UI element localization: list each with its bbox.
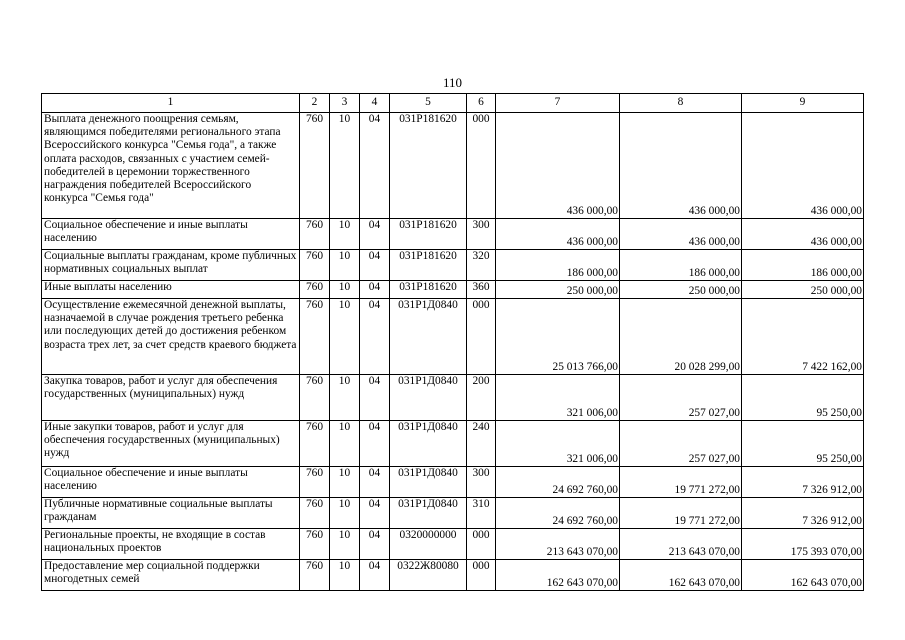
row-amount-7: 321 006,00 bbox=[496, 375, 620, 421]
row-code-5: 031P1Д0840 bbox=[390, 498, 467, 529]
table-row bbox=[42, 421, 864, 467]
row-amount-9: 7 422 162,00 bbox=[742, 299, 864, 375]
header-row bbox=[42, 94, 864, 113]
row-code-5: 0320000000 bbox=[390, 529, 467, 560]
row-code-3: 10 bbox=[330, 299, 360, 375]
row-name: Осуществление ежемесячной денежной выплаты, назначаемой в случае рождения третьего ребенка или последующих детей до достижения ребенком возраста трех лет, за счет средств краевого бюджета bbox=[42, 299, 300, 375]
row-amount-9: 7 326 912,00 bbox=[742, 467, 864, 498]
row-amount-8: 19 771 272,00 bbox=[620, 467, 742, 498]
row-amount-9: 250 000,00 bbox=[742, 281, 864, 299]
table-body bbox=[42, 113, 864, 591]
row-name: Региональные проекты, не входящие в состав национальных проектов bbox=[42, 529, 300, 560]
table-row bbox=[42, 529, 864, 560]
table-row bbox=[42, 281, 864, 299]
row-amount-9: 95 250,00 bbox=[742, 375, 864, 421]
row-code-4: 04 bbox=[360, 560, 390, 591]
table-row bbox=[42, 467, 864, 498]
row-amount-8: 436 000,00 bbox=[620, 219, 742, 250]
row-amount-9: 162 643 070,00 bbox=[742, 560, 864, 591]
row-code-4: 04 bbox=[360, 219, 390, 250]
row-code-4: 04 bbox=[360, 299, 390, 375]
row-code-6: 000 bbox=[467, 113, 496, 219]
table-row bbox=[42, 498, 864, 529]
row-amount-7: 321 006,00 bbox=[496, 421, 620, 467]
budget-table bbox=[41, 93, 864, 591]
row-code-4: 04 bbox=[360, 250, 390, 281]
row-amount-7: 250 000,00 bbox=[496, 281, 620, 299]
header-cell-9: 9 bbox=[742, 94, 864, 113]
row-name: Предоставление мер социальной поддержки многодетных семей bbox=[42, 560, 300, 591]
table-row bbox=[42, 375, 864, 421]
row-amount-8: 436 000,00 bbox=[620, 113, 742, 219]
row-code-6: 360 bbox=[467, 281, 496, 299]
row-amount-8: 257 027,00 bbox=[620, 375, 742, 421]
row-code-6: 240 bbox=[467, 421, 496, 467]
row-code-4: 04 bbox=[360, 498, 390, 529]
row-name: Публичные нормативные социальные выплаты гражданам bbox=[42, 498, 300, 529]
row-code-6: 300 bbox=[467, 219, 496, 250]
row-amount-9: 436 000,00 bbox=[742, 113, 864, 219]
row-amount-8: 257 027,00 bbox=[620, 421, 742, 467]
row-code-5: 031P1Д0840 bbox=[390, 421, 467, 467]
row-amount-8: 213 643 070,00 bbox=[620, 529, 742, 560]
header-cell-6: 6 bbox=[467, 94, 496, 113]
row-code-2: 760 bbox=[300, 250, 330, 281]
row-code-5: 031P181620 bbox=[390, 113, 467, 219]
row-amount-8: 20 028 299,00 bbox=[620, 299, 742, 375]
row-code-3: 10 bbox=[330, 421, 360, 467]
row-code-5: 0322Ж80080 bbox=[390, 560, 467, 591]
row-code-3: 10 bbox=[330, 219, 360, 250]
row-code-5: 031P1Д0840 bbox=[390, 375, 467, 421]
table-row bbox=[42, 560, 864, 591]
row-code-3: 10 bbox=[330, 113, 360, 219]
row-name: Социальные выплаты гражданам, кроме публичных нормативных социальных выплат bbox=[42, 250, 300, 281]
row-amount-9: 95 250,00 bbox=[742, 421, 864, 467]
row-code-3: 10 bbox=[330, 529, 360, 560]
row-amount-7: 24 692 760,00 bbox=[496, 498, 620, 529]
row-name: Закупка товаров, работ и услуг для обеспечения государственных (муниципальных) нужд bbox=[42, 375, 300, 421]
row-code-3: 10 bbox=[330, 467, 360, 498]
row-code-4: 04 bbox=[360, 529, 390, 560]
row-code-2: 760 bbox=[300, 113, 330, 219]
row-code-2: 760 bbox=[300, 467, 330, 498]
table-row bbox=[42, 113, 864, 219]
row-code-5: 031P1Д0840 bbox=[390, 299, 467, 375]
row-amount-8: 186 000,00 bbox=[620, 250, 742, 281]
row-name: Социальное обеспечение и иные выплаты населению bbox=[42, 219, 300, 250]
header-cell-5: 5 bbox=[390, 94, 467, 113]
row-amount-7: 436 000,00 bbox=[496, 113, 620, 219]
row-code-4: 04 bbox=[360, 281, 390, 299]
table-row bbox=[42, 250, 864, 281]
row-code-2: 760 bbox=[300, 498, 330, 529]
row-code-2: 760 bbox=[300, 219, 330, 250]
row-code-6: 000 bbox=[467, 529, 496, 560]
row-code-2: 760 bbox=[300, 421, 330, 467]
row-code-5: 031P181620 bbox=[390, 281, 467, 299]
row-amount-7: 186 000,00 bbox=[496, 250, 620, 281]
table-row bbox=[42, 299, 864, 375]
row-name: Социальное обеспечение и иные выплаты населению bbox=[42, 467, 300, 498]
row-amount-9: 175 393 070,00 bbox=[742, 529, 864, 560]
row-name: Иные закупки товаров, работ и услуг для обеспечения государственных (муниципальных) нужд bbox=[42, 421, 300, 467]
row-amount-8: 19 771 272,00 bbox=[620, 498, 742, 529]
row-name: Выплата денежного поощрения семьям, являющимся победителями регионального этапа Всероссийского конкурса "Семья года", а также оплата расходов, связанных с участием семей-победителей в церемонии торжественного награждения победителей Всероссийского конкурса "Семья года" bbox=[42, 113, 300, 219]
row-code-5: 031P181620 bbox=[390, 219, 467, 250]
header-cell-2: 2 bbox=[300, 94, 330, 113]
row-code-4: 04 bbox=[360, 375, 390, 421]
row-name: Иные выплаты населению bbox=[42, 281, 300, 299]
row-code-3: 10 bbox=[330, 281, 360, 299]
row-code-3: 10 bbox=[330, 250, 360, 281]
row-code-2: 760 bbox=[300, 281, 330, 299]
row-code-3: 10 bbox=[330, 560, 360, 591]
row-code-6: 000 bbox=[467, 299, 496, 375]
row-code-3: 10 bbox=[330, 498, 360, 529]
row-amount-7: 162 643 070,00 bbox=[496, 560, 620, 591]
table-row bbox=[42, 219, 864, 250]
row-code-6: 300 bbox=[467, 467, 496, 498]
row-amount-9: 186 000,00 bbox=[742, 250, 864, 281]
page-number: 110 bbox=[442, 75, 463, 90]
row-amount-8: 250 000,00 bbox=[620, 281, 742, 299]
row-code-5: 031P181620 bbox=[390, 250, 467, 281]
row-code-6: 000 bbox=[467, 560, 496, 591]
row-code-5: 031P1Д0840 bbox=[390, 467, 467, 498]
row-code-4: 04 bbox=[360, 113, 390, 219]
header-cell-8: 8 bbox=[620, 94, 742, 113]
row-code-2: 760 bbox=[300, 299, 330, 375]
header-cell-7: 7 bbox=[496, 94, 620, 113]
row-amount-9: 436 000,00 bbox=[742, 219, 864, 250]
table-header bbox=[42, 94, 864, 113]
row-amount-7: 213 643 070,00 bbox=[496, 529, 620, 560]
row-code-4: 04 bbox=[360, 421, 390, 467]
row-code-2: 760 bbox=[300, 529, 330, 560]
row-code-3: 10 bbox=[330, 375, 360, 421]
header-cell-4: 4 bbox=[360, 94, 390, 113]
row-amount-7: 436 000,00 bbox=[496, 219, 620, 250]
row-amount-9: 7 326 912,00 bbox=[742, 498, 864, 529]
row-code-2: 760 bbox=[300, 560, 330, 591]
row-amount-7: 25 013 766,00 bbox=[496, 299, 620, 375]
row-code-6: 200 bbox=[467, 375, 496, 421]
row-code-4: 04 bbox=[360, 467, 390, 498]
row-code-6: 310 bbox=[467, 498, 496, 529]
row-code-2: 760 bbox=[300, 375, 330, 421]
row-amount-8: 162 643 070,00 bbox=[620, 560, 742, 591]
header-cell-1: 1 bbox=[42, 94, 300, 113]
row-code-6: 320 bbox=[467, 250, 496, 281]
row-amount-7: 24 692 760,00 bbox=[496, 467, 620, 498]
header-cell-3: 3 bbox=[330, 94, 360, 113]
